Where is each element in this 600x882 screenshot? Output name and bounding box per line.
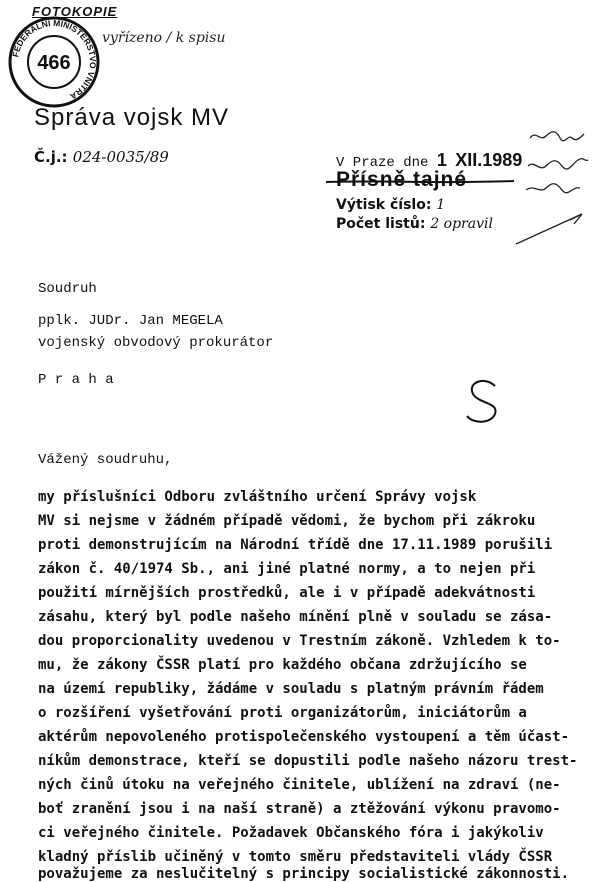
body-line: ných činů útoku na veřejného činitele, ublížení na zdraví (ne- (38, 777, 561, 793)
body-line: my příslušníci Odboru zvláštního určení Správy vojsk (38, 489, 477, 505)
body-line: považujeme za neslučitelný s principy socialistické zákonnosti. (38, 866, 570, 882)
handwritten-stamp-note: vyřízeno / k spisu (102, 30, 226, 46)
pages-value: 2 opravil (430, 216, 493, 232)
body-line: MV si nejsme v žádném případě vědomi, že bychom při zákroku (38, 513, 536, 529)
date-month-year: XII.1989 (455, 150, 523, 170)
body-line: použití mírnějších prostředků, ale i v případě adekvátnosti (38, 585, 536, 601)
stamp-number: 466 (37, 52, 71, 74)
body-line: zásahu, který byl podle našeho mínění plně v souladu se zása- (38, 609, 553, 625)
fotokopie-stamp-label: FOTOKOPIE (32, 4, 118, 19)
classification-strikethrough (318, 168, 518, 198)
body-line: aktérům nepovoleného protispolečenského vystoupení a těm účast- (38, 729, 570, 745)
svg-text:FEDERÁLNÍ MINISTERSTVO VNITRA: FEDERÁLNÍ MINISTERSTVO VNITRA (10, 17, 99, 102)
salutation: Vážený soudruhu, (38, 452, 173, 468)
addressee-greeting: Soudruh (38, 281, 97, 297)
body-line: dou proporcionality uvedenou v Trestním zákoně. Vzhledem k to- (38, 633, 561, 649)
addressee-title: vojenský obvodový prokurátor (38, 335, 274, 351)
copy-number (336, 197, 445, 213)
ministry-stamp (6, 14, 102, 110)
copy-label: Výtisk číslo: (336, 197, 432, 213)
classification-label: Přísně tajné (336, 168, 468, 191)
handwritten-margin-note (500, 124, 600, 264)
body-line: proti demonstrujícím na Národní třídě dne 17.11.1989 porušili (38, 537, 553, 553)
reference-number (34, 148, 169, 166)
place-label: V Praze dne (336, 155, 429, 171)
body-line: boť zranění jsou i na naší straně) a ztěžování výkonu pravomo- (38, 801, 561, 817)
pages-label: Počet listů: (336, 216, 426, 232)
body-line: níkům demonstrace, kteří se dopustili podle našeho názoru trest- (38, 753, 578, 769)
body-line: ci veřejného činitele. Požadavek Občanského fóra i jakýkoliv (38, 825, 544, 841)
organization-title: Správa vojsk MV (34, 104, 230, 131)
body-line: mu, že zákony ČSSR platí pro každého občana zdržujícího se (38, 657, 527, 673)
addressee-city: P r a h a (38, 372, 114, 388)
ref-label: Č.j.: (34, 148, 68, 166)
handwritten-s-mark (455, 370, 515, 430)
body-line: kladný příslib učiněný v tomto směru představiteli vlády ČSSR (38, 849, 553, 865)
addressee-name: pplk. JUDr. Jan MEGELA (38, 313, 223, 329)
body-line: o rozšíření vyšetřování proti organizátorům, iniciátorům a (38, 705, 527, 721)
date-day: 1 (436, 150, 447, 170)
body-line: na území republiky, žádáme v souladu s platným právním řádem (38, 681, 544, 697)
body-line: zákon č. 40/1974 Sb., ani jiné platné normy, a to nejen při (38, 561, 536, 577)
copy-value: 1 (436, 197, 446, 213)
ref-value: 024-0035/89 (72, 148, 169, 166)
page-count (336, 216, 493, 232)
